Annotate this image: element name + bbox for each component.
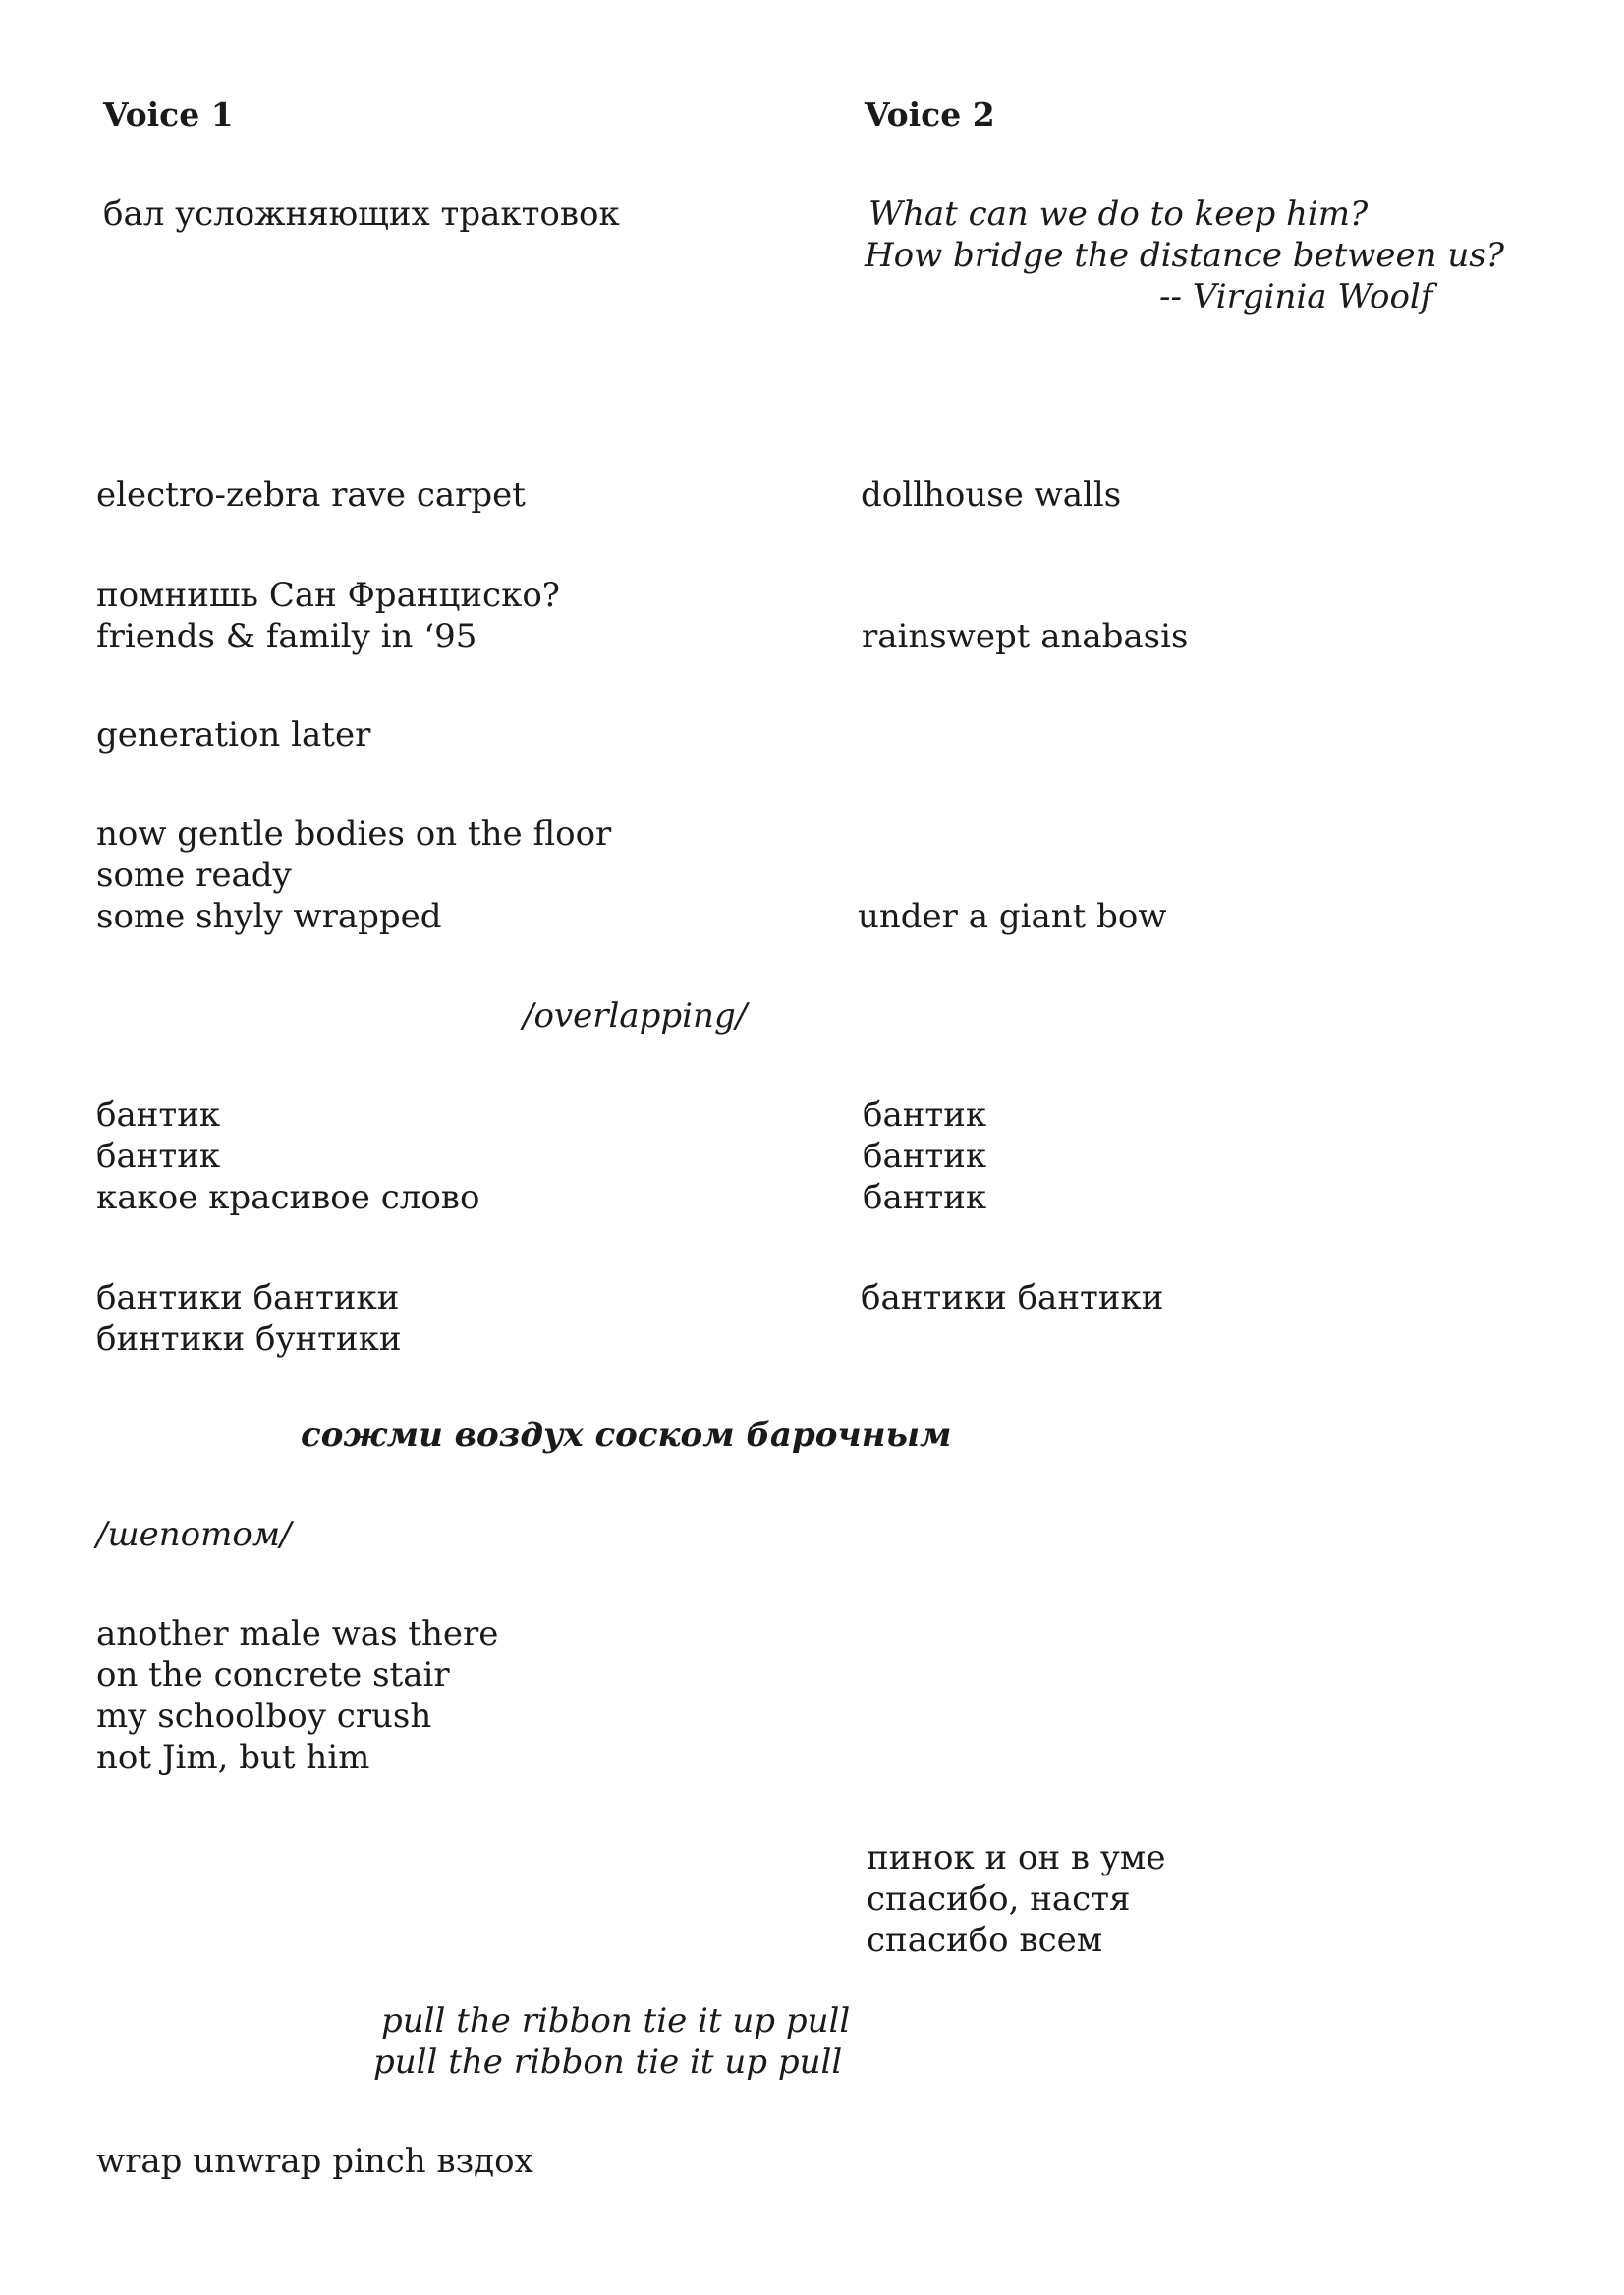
voice2-bantik-line-3: бантик — [863, 1178, 987, 1217]
voice2-bow-line: under a giant bow — [858, 897, 1167, 936]
voice2-pinok-stanza — [867, 1837, 1165, 1961]
voice1-bantik-line-1: бантик — [96, 1095, 221, 1135]
voice1-sf-line-1: помнишь Сан Франциско? — [96, 576, 561, 615]
voice1-male-line-4: not Jim, but him — [96, 1738, 370, 1777]
voice1-opening-line: бал усложняющих трактовок — [103, 195, 620, 234]
voice2-header: Voice 2 — [865, 95, 995, 134]
voice2-pinok-line-2: спасибо, настя — [867, 1879, 1131, 1919]
ribbon-line-2: pull the ribbon tie it up pull — [373, 2043, 843, 2082]
voice1-bantiki-line-2: бинтики бунтики — [96, 1319, 402, 1359]
final-wrap-line: wrap unwrap pinch вздох — [96, 2142, 533, 2181]
voice1-bodies-stanza — [96, 813, 611, 937]
epigraph-quote-line-1: What can we do to keep him? — [868, 195, 1369, 234]
voice1-bantik-line-3: какое красивое слово — [96, 1178, 480, 1217]
whisper-direction: /шепотом/ — [96, 1515, 292, 1554]
voice1-male-line-3: my schoolboy crush — [96, 1697, 432, 1736]
szhmi-line: сожми воздух соском барочным — [301, 1416, 952, 1455]
voice2-bantik-line-1: бантик — [863, 1095, 987, 1135]
voice1-sf-line-2: friends & family in ‘95 — [96, 617, 477, 656]
voice2-dollhouse-line: dollhouse walls — [861, 476, 1122, 515]
voice2-bantik-line-2: бантик — [863, 1137, 987, 1176]
voice1-generation-line: generation later — [96, 715, 371, 755]
overlapping-direction: /overlapping/ — [523, 996, 748, 1036]
voice1-bodies-line-3: some shyly wrapped — [96, 897, 442, 936]
ribbon-line-1: pull the ribbon tie it up pull — [381, 2001, 851, 2041]
voice2-anabasis-line: rainswept anabasis — [862, 617, 1189, 656]
voice2-pinok-line-1: пинок и он в уме — [867, 1838, 1166, 1877]
voice1-bantik-stanza — [96, 1094, 479, 1218]
voice1-bantik-line-2: бантик — [96, 1137, 221, 1176]
voice1-header: Voice 1 — [103, 95, 234, 134]
voice1-bodies-line-1: now gentle bodies on the floor — [96, 814, 612, 854]
voice2-pinok-line-3: спасибо всем — [867, 1921, 1103, 1960]
voice1-bantiki-line-1: бантики бантики — [96, 1278, 400, 1317]
voice1-bantiki-stanza — [96, 1277, 402, 1360]
epigraph-attribution: -- Virginia Woolf — [1159, 277, 1433, 316]
voice1-male-line-2: on the concrete stair — [96, 1655, 450, 1695]
voice1-carpet-line: electro-zebra rave carpet — [96, 476, 526, 515]
voice1-male-stanza — [96, 1613, 498, 1778]
voice2-bantiki-line: бантики бантики — [861, 1278, 1164, 1317]
voice1-bodies-line-2: some ready — [96, 856, 292, 895]
voice1-male-line-1: another male was there — [96, 1614, 499, 1653]
voice2-bantik-stanza — [863, 1094, 986, 1218]
epigraph-quote-line-2: How bridge the distance between us? — [865, 236, 1504, 275]
voice1-sf-stanza — [96, 575, 560, 657]
